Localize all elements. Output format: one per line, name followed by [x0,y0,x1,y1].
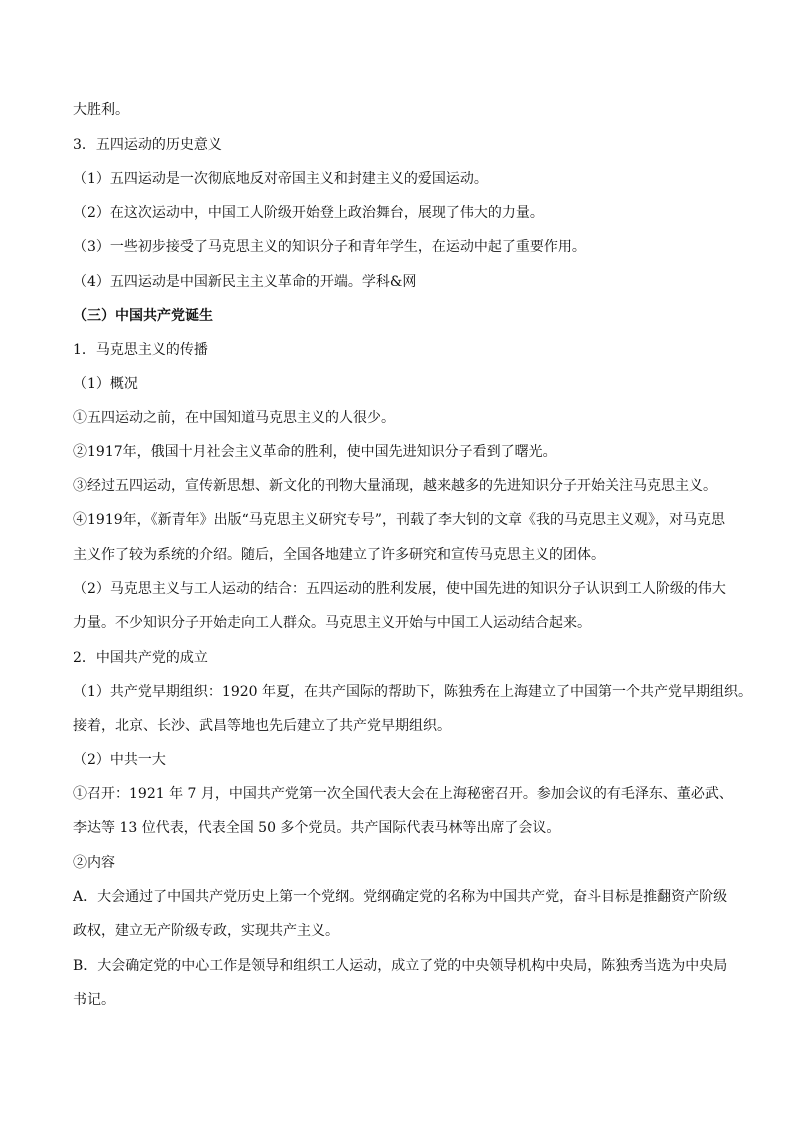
text-line: （1）五四运动是一次彻底地反对帝国主义和封建主义的爱国运动。 [73,171,488,187]
text-line: （2）在这次运动中，中国工人阶级开始登上政治舞台，展现了伟大的力量。 [73,205,544,221]
text-line: ①召开：1921 年 7 月，中国共产党第一次全国代表大会在上海秘密召开。参加会议的有毛泽东、董必武、 [73,786,733,802]
text-line: A．大会通过了中国共产党历史上第一个党纲。党纲确定党的名称为中国共产党，奋斗目标是推翻资产阶级 [73,889,728,905]
text-line: （三）中国共产党诞生 [73,308,213,324]
text-line: ①五四运动之前，在中国知道马克思主义的人很少。 [73,410,395,426]
text-line: 书记。 [73,992,115,1008]
text-line: （2）马克思主义与工人运动的结合：五四运动的胜利发展，使中国先进的知识分子认识到工人阶级的伟大 [73,581,726,597]
text-line: （1）共产党早期组织：1920 年夏，在共产国际的帮助下，陈独秀在上海建立了中国第一个共产党早期组织。 [73,684,752,700]
text-line: 接着，北京、长沙、武昌等地也先后建立了共产党早期组织。 [73,718,451,734]
text-line: （2）中共一大 [73,752,166,768]
text-line: 3．五四运动的历史意义 [73,137,222,153]
text-line: B．大会确定党的中心工作是领导和组织工人运动，成立了党的中央领导机构中央局，陈独秀当选为中央局 [73,958,728,974]
text-line: 政权，建立无产阶级专政，实现共产主义。 [73,923,339,939]
text-line: （3）一些初步接受了马克思主义的知识分子和青年学生，在运动中起了重要作用。 [73,239,586,255]
text-line: ③经过五四运动，宣传新思想、新文化的刊物大量涌现，越来越多的先进知识分子开始关注马克思主义。 [73,478,717,494]
text-line: （1）概况 [73,376,138,392]
text-line: 力量。不少知识分子开始走向工人群众。马克思主义开始与中国工人运动结合起来。 [73,615,591,631]
text-line: 2．中国共产党的成立 [73,650,208,666]
text-line: 李达等 13 位代表，代表全国 50 多个党员。共产国际代表马林等出席了会议。 [73,820,561,836]
text-line: 主义作了较为系统的介绍。随后，全国各地建立了许多研究和宣传马克思主义的团体。 [73,547,605,563]
text-line: 1．马克思主义的传播 [73,342,208,358]
text-line: 大胜利。 [73,102,129,118]
text-line: ②内容 [73,855,115,871]
text-line: ④1919年，《新青年》出版“马克思主义研究专号”，刊载了李大钊的文章《我的马克思主义观》，对马克思 [73,512,725,528]
text-line: （4）五四运动是中国新民主主义革命的开端。学科&网 [73,274,417,290]
text-line: ②1917年，俄国十月社会主义革命的胜利，使中国先进知识分子看到了曙光。 [73,444,557,460]
